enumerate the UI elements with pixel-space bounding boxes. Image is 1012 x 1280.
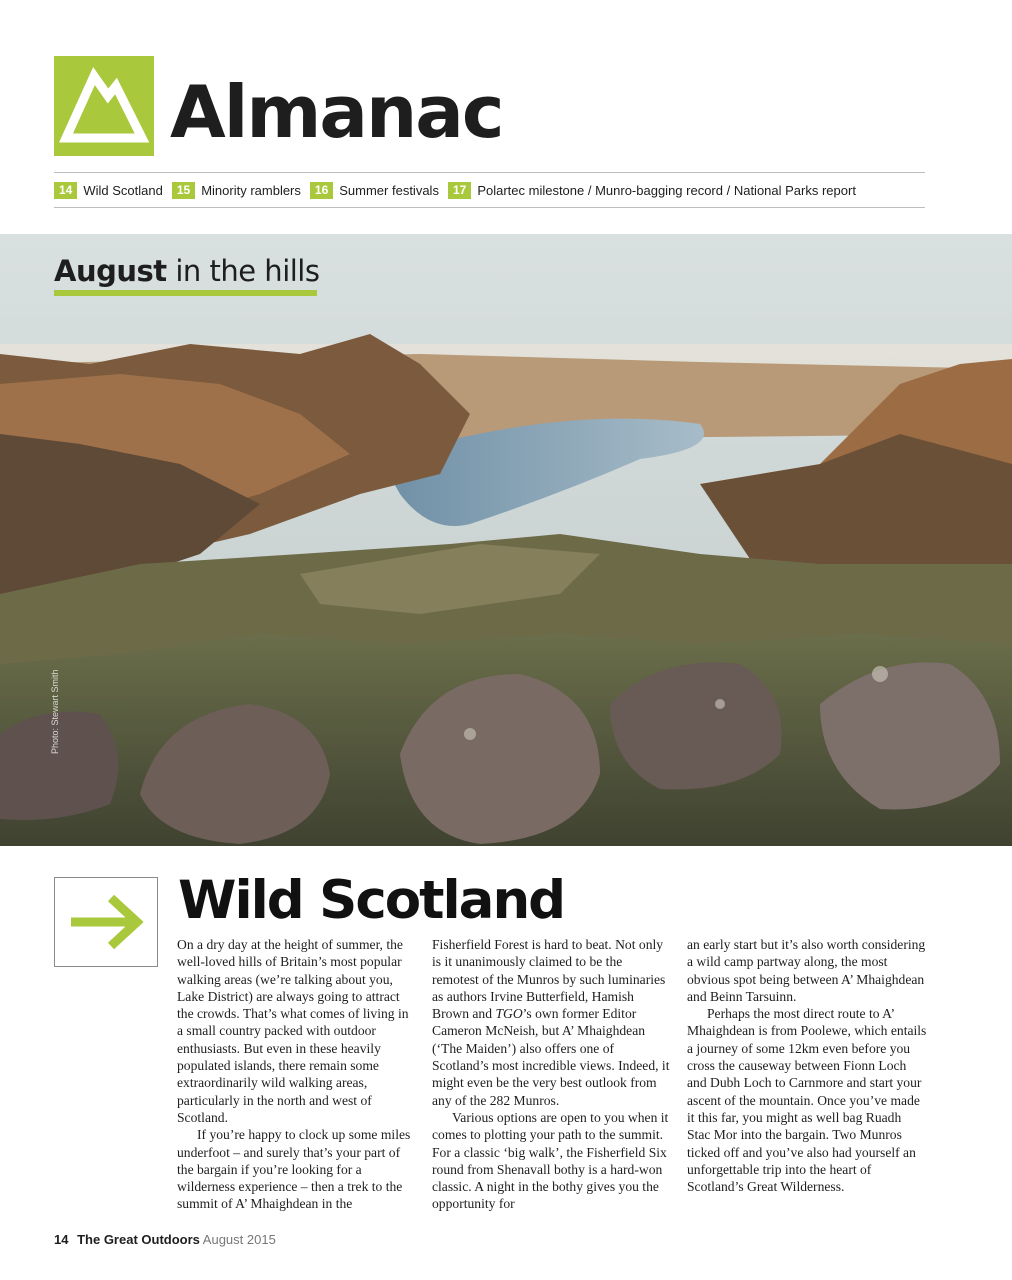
article-column-2	[432, 936, 672, 1213]
index-label: Wild Scotland	[83, 182, 163, 198]
index-page-number: 17	[448, 182, 471, 199]
index-label: Polartec milestone / Munro-bagging record / National Parks report	[477, 182, 856, 198]
index-label: Minority ramblers	[201, 182, 301, 198]
paragraph	[432, 936, 672, 1109]
hero-underline	[54, 290, 317, 296]
hero-heading-bold: August	[54, 254, 167, 288]
index-page-number: 15	[172, 182, 195, 199]
masthead-title: Almanac	[170, 70, 503, 154]
index-item[interactable]	[54, 182, 163, 199]
page-footer	[54, 1232, 276, 1247]
mountain-icon	[54, 56, 154, 156]
arrow-box	[54, 877, 158, 967]
footer-magazine-name: The Great Outdoors	[77, 1232, 200, 1247]
footer-page-number: 14	[54, 1232, 69, 1247]
paragraph: Various options are open to you when it comes to plotting your path to the summit. For a classic ‘big walk’, the Fisherfield Six round from Shenavall bothy is a hard-won classic. A night in the bothy gives you the opportunity for	[432, 1109, 669, 1212]
arrow-right-icon	[55, 878, 159, 968]
index-page-number: 16	[310, 182, 333, 199]
hero-heading	[54, 254, 319, 288]
paragraph: If you’re happy to clock up some miles underfoot – and surely that’s your part of the bargain if you’re looking for a wilderness experience – then a trek to the summit of A’ Mhaighdean in the	[177, 1127, 411, 1212]
paragraph-text: Fisherfield Forest is hard to beat. Not only is it unanimously claimed to be the remotest of the Munros by such luminaries as authors Irvine Butterfield, Hamish Brown and	[432, 937, 666, 1022]
hero-photo	[0, 234, 1012, 846]
section-index	[54, 172, 925, 208]
index-label: Summer festivals	[339, 182, 439, 198]
article-title: Wild Scotland	[178, 870, 565, 931]
paragraph-text: ’s own former Editor Cameron McNeish, but A’ Mhaighdean (‘The Maiden’) also offers one of Scotland’s most incredible views. Indeed, it might even be the very best outlook from any of the 282 Munros.	[432, 1006, 670, 1108]
paragraph: an early start but it’s also worth considering a wild camp partway along, the most obvious spot being between A’ Mhaighdean and Beinn Tarsuinn.	[687, 937, 926, 1004]
index-item[interactable]	[172, 182, 301, 199]
index-item[interactable]	[448, 182, 856, 199]
paragraph: On a dry day at the height of summer, the well-loved hills of Britain’s most popular walking areas (we’re talking about you, Lake District) are always going to attract the crowds. That’s what comes of living in a small country packed with outdoor enthusiasts. But even in these heavily populated islands, there remain some extraordinarily wild walking areas, particularly in the north and west of Scotland.	[177, 937, 409, 1125]
index-item[interactable]	[310, 182, 439, 199]
footer-issue-date: August 2015	[202, 1232, 276, 1247]
hero-heading-light: in the hills	[166, 254, 320, 288]
landscape-illustration	[0, 234, 1012, 846]
almanac-logo	[54, 56, 154, 156]
paragraph: Perhaps the most direct route to A’ Mhaighdean is from Poolewe, which entails a journey of some 12km even before you cross the causeway between Fionn Loch and Dubh Loch to Carnmore and start your ascent of the mountain. Once you’ve made it this far, you might as well bag Ruadh Stac Mor into the bargain. Two Munros ticked off and you’ve also had yourself an unforgettable trip into the heart of Scotland’s Great Wilderness.	[687, 1006, 927, 1195]
publication-name: TGO	[495, 1006, 523, 1022]
photo-credit: Photo: Stewart Smith	[50, 669, 60, 754]
index-page-number: 14	[54, 182, 77, 199]
article-column-3	[687, 936, 927, 1195]
article-column-1	[177, 936, 417, 1213]
